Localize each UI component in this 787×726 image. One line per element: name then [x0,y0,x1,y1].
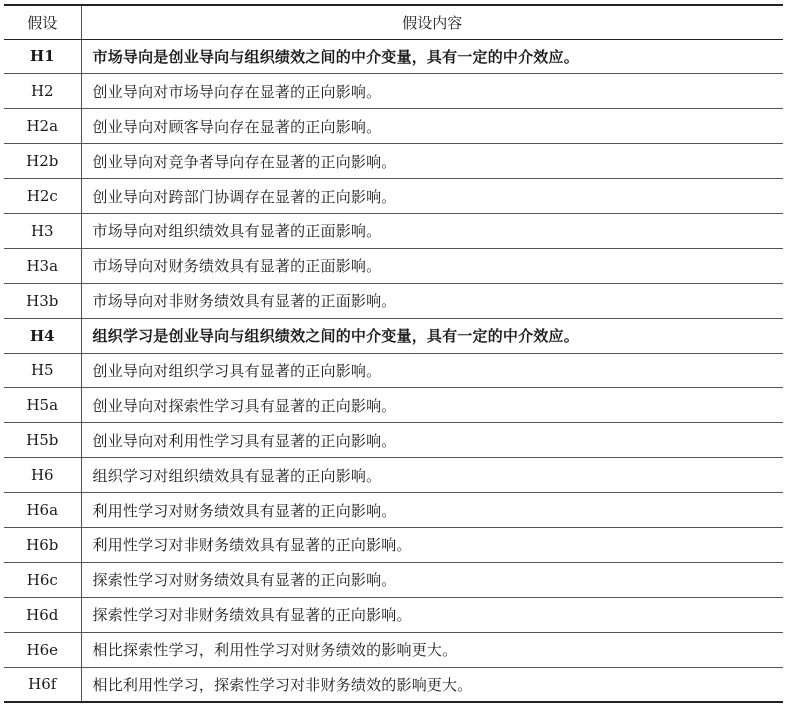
hypothesis-id-cell: H5b [4,423,81,458]
table-row [4,423,783,458]
hypothesis-content-cell: 创业导向对市场导向存在显著的正向影响。 [81,74,783,109]
table-row [4,458,783,493]
hypothesis-id-cell: H6 [4,458,81,493]
hypothesis-id-cell: H6a [4,493,81,528]
hypothesis-id-cell: H6f [4,667,81,702]
hypothesis-content-cell: 市场导向是创业导向与组织绩效之间的中介变量，具有一定的中介效应。 [81,39,783,74]
hypothesis-id-cell: H5a [4,388,81,423]
table-header-row [4,5,783,39]
hypothesis-content-cell: 创业导向对顾客导向存在显著的正向影响。 [81,109,783,144]
hypothesis-id-cell: H2b [4,144,81,179]
table-row [4,353,783,388]
hypothesis-content-cell: 组织学习是创业导向与组织绩效之间的中介变量，具有一定的中介效应。 [81,318,783,353]
table-row [4,632,783,667]
hypothesis-content-cell: 创业导向对利用性学习具有显著的正向影响。 [81,423,783,458]
hypothesis-id-cell: H2 [4,74,81,109]
hypothesis-id-cell: H6d [4,597,81,632]
hypothesis-content-cell: 探索性学习对非财务绩效具有显著的正向影响。 [81,597,783,632]
header-hypothesis: 假设 [4,5,81,39]
hypothesis-id-cell: H6b [4,527,81,562]
hypothesis-content-cell: 市场导向对非财务绩效具有显著的正面影响。 [81,283,783,318]
header-hypothesis-content: 假设内容 [81,5,783,39]
table-row [4,388,783,423]
table-row [4,248,783,283]
hypothesis-content-cell: 市场导向对财务绩效具有显著的正面影响。 [81,248,783,283]
hypothesis-id-cell: H3 [4,213,81,248]
table-row [4,74,783,109]
hypothesis-content-cell: 市场导向对组织绩效具有显著的正面影响。 [81,213,783,248]
table-body [4,39,783,702]
hypothesis-id-cell: H4 [4,318,81,353]
hypothesis-id-cell: H2c [4,179,81,214]
hypothesis-content-cell: 探索性学习对财务绩效具有显著的正向影响。 [81,562,783,597]
hypothesis-id-cell: H1 [4,39,81,74]
hypothesis-id-cell: H6c [4,562,81,597]
hypothesis-content-cell: 创业导向对组织学习具有显著的正向影响。 [81,353,783,388]
table-row [4,109,783,144]
hypothesis-content-cell: 组织学习对组织绩效具有显著的正向影响。 [81,458,783,493]
table-row [4,179,783,214]
hypothesis-id-cell: H2a [4,109,81,144]
hypothesis-content-cell: 利用性学习对非财务绩效具有显著的正向影响。 [81,527,783,562]
hypothesis-id-cell: H3b [4,283,81,318]
table-row [4,667,783,702]
table-row [4,527,783,562]
hypothesis-content-cell: 利用性学习对财务绩效具有显著的正向影响。 [81,493,783,528]
table-row [4,562,783,597]
table-row [4,493,783,528]
hypothesis-content-cell: 相比探索性学习，利用性学习对财务绩效的影响更大。 [81,632,783,667]
hypothesis-table [4,4,783,703]
hypothesis-content-cell: 创业导向对探索性学习具有显著的正向影响。 [81,388,783,423]
hypothesis-id-cell: H5 [4,353,81,388]
table-row [4,144,783,179]
hypothesis-content-cell: 创业导向对跨部门协调存在显著的正向影响。 [81,179,783,214]
hypothesis-id-cell: H6e [4,632,81,667]
table-row [4,213,783,248]
hypothesis-table-container [4,4,783,703]
table-row [4,597,783,632]
table-row [4,318,783,353]
hypothesis-content-cell: 相比利用性学习，探索性学习对非财务绩效的影响更大。 [81,667,783,702]
hypothesis-content-cell: 创业导向对竞争者导向存在显著的正向影响。 [81,144,783,179]
table-row [4,283,783,318]
hypothesis-id-cell: H3a [4,248,81,283]
table-row [4,39,783,74]
